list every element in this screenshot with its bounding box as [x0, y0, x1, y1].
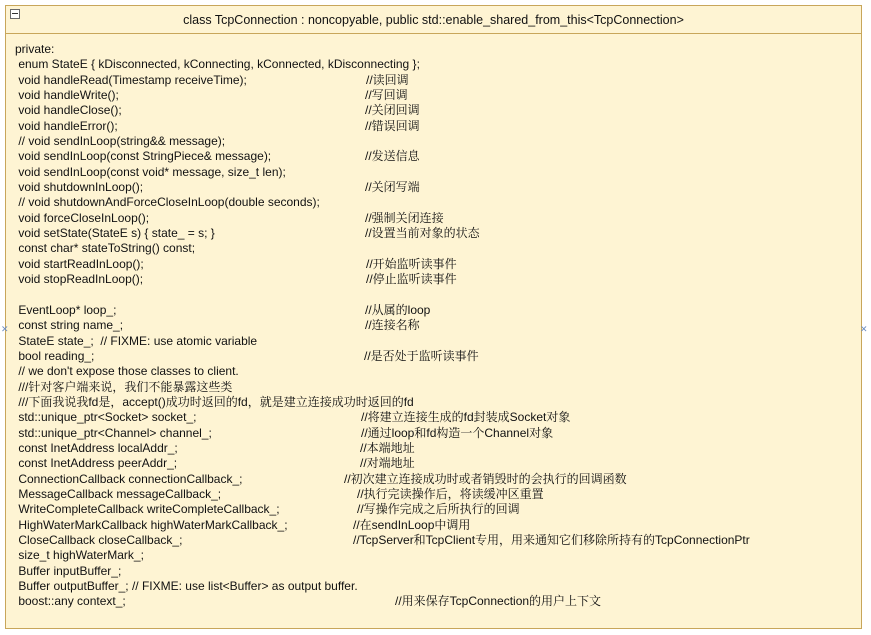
member-code: WriteCompleteCallback writeCompleteCallback_;	[15, 502, 280, 517]
member-code: const InetAddress peerAddr_;	[15, 456, 178, 471]
member-row	[15, 564, 853, 579]
member-row	[15, 42, 853, 57]
member-row	[15, 165, 853, 180]
member-row	[15, 456, 853, 471]
member-comment: //执行完读操作后，将读缓冲区重置	[357, 486, 544, 501]
member-code: private:	[15, 42, 55, 56]
member-code: void shutdownInLoop();	[15, 180, 144, 195]
member-row	[15, 195, 853, 210]
member-code: ///下面我说我fd是，accept()成功时返回的fd，就是建立连接成功时返回的fd	[15, 394, 414, 409]
member-row	[15, 518, 853, 533]
member-comment: //读回调	[366, 72, 409, 87]
left-connector-icon[interactable]: ✕	[1, 325, 9, 335]
member-code: const string name_;	[15, 318, 124, 333]
member-list	[15, 42, 853, 610]
member-code: void stopReadInLoop();	[15, 272, 144, 287]
member-row	[15, 441, 853, 456]
member-comment: //设置当前对象的状态	[365, 226, 480, 241]
member-code: void handleWrite();	[15, 88, 119, 103]
member-comment: //用来保存TcpConnection的用户上下文	[395, 594, 602, 609]
member-row	[15, 395, 853, 410]
member-code: void handleRead(Timestamp receiveTime);	[15, 72, 247, 87]
member-comment: //关闭回调	[365, 103, 420, 118]
member-row	[15, 88, 853, 103]
member-comment: //写回调	[365, 88, 408, 103]
member-row	[15, 119, 853, 134]
member-code: // void sendInLoop(string&& message);	[15, 134, 226, 149]
member-comment: //通过loop和fd构造一个Channel对象	[361, 425, 554, 440]
member-row	[15, 410, 853, 425]
member-code: StateE state_; // FIXME: use atomic variable	[15, 333, 258, 348]
member-row	[15, 579, 853, 594]
member-code: Buffer inputBuffer_;	[15, 563, 122, 578]
member-row	[15, 149, 853, 164]
member-comment: //发送信息	[365, 149, 420, 164]
member-comment: //将建立连接生成的fd封装成Socket对象	[361, 410, 571, 425]
member-row	[15, 57, 853, 72]
class-header	[6, 6, 861, 34]
member-code: void forceCloseInLoop();	[15, 210, 150, 225]
member-code: // we don't expose those classes to client.	[15, 364, 239, 379]
member-code: bool reading_;	[15, 348, 95, 363]
member-code: enum StateE { kDisconnected, kConnecting, kConnected, kDisconnecting };	[15, 57, 420, 72]
member-row	[15, 241, 853, 256]
member-code: Buffer outputBuffer_; // FIXME: use list<Buffer> as output buffer.	[15, 579, 358, 594]
member-code: const char* stateToString() const;	[15, 241, 196, 256]
member-row	[15, 426, 853, 441]
member-code: MessageCallback messageCallback_;	[15, 486, 222, 501]
member-code: HighWaterMarkCallback highWaterMarkCallback_;	[15, 517, 288, 532]
member-comment: //是否处于监听读事件	[364, 348, 479, 363]
member-row	[15, 594, 853, 609]
member-comment: //开始监听读事件	[366, 256, 457, 271]
member-comment: //写操作完成之后所执行的回调	[357, 502, 520, 517]
member-code: EventLoop* loop_;	[15, 302, 117, 317]
member-code: // void shutdownAndForceCloseInLoop(double seconds);	[15, 195, 320, 210]
member-comment: //本端地址	[360, 440, 415, 455]
member-code: CloseCallback closeCallback_;	[15, 533, 183, 547]
member-comment: //在sendInLoop中调用	[353, 517, 471, 532]
member-comment: //对端地址	[360, 456, 415, 471]
member-code: std::unique_ptr<Socket> socket_;	[15, 410, 197, 425]
member-comment: //停止监听读事件	[366, 272, 457, 287]
member-row	[15, 502, 853, 517]
member-code: void sendInLoop(const void* message, size_t len);	[15, 164, 286, 179]
member-code: std::unique_ptr<Channel> channel_;	[15, 425, 212, 440]
member-row	[15, 380, 853, 395]
member-code: void handleError();	[15, 118, 118, 133]
member-comment: //从属的loop	[365, 302, 431, 317]
member-row	[15, 134, 853, 149]
member-code: ///针对客户端来说，我们不能暴露这些类	[15, 379, 233, 394]
member-row	[15, 272, 853, 287]
member-row	[15, 349, 853, 364]
member-row	[15, 211, 853, 226]
member-row	[15, 487, 853, 502]
member-row	[15, 257, 853, 272]
member-row	[15, 303, 853, 318]
right-connector-icon[interactable]: ✕	[860, 325, 868, 335]
member-row	[15, 334, 853, 349]
member-row	[15, 364, 853, 379]
member-code: void setState(StateE s) { state_ = s; }	[15, 226, 215, 241]
member-code: ConnectionCallback connectionCallback_;	[15, 471, 243, 486]
member-code: void startReadInLoop();	[15, 256, 144, 271]
member-row	[15, 73, 853, 88]
member-comment: //TcpServer和TcpClient专用，用来通知它们移除所持有的TcpConnectionPtr	[353, 533, 750, 547]
member-row	[15, 103, 853, 118]
member-comment: //连接名称	[365, 318, 420, 333]
member-comment: //关闭写端	[365, 180, 420, 195]
member-code: const InetAddress localAddr_;	[15, 440, 178, 455]
member-row	[15, 318, 853, 333]
member-row	[15, 288, 853, 303]
member-row	[15, 180, 853, 195]
class-box[interactable]	[5, 5, 862, 629]
member-comment: //错误回调	[365, 118, 420, 133]
member-code: size_t highWaterMark_;	[15, 548, 144, 563]
member-comment: //初次建立连接成功时或者销毁时的会执行的回调函数	[344, 471, 627, 486]
member-code: void handleClose();	[15, 103, 122, 118]
member-row	[15, 226, 853, 241]
member-code: boost::any context_;	[15, 594, 126, 609]
member-row	[15, 533, 853, 548]
member-row	[15, 548, 853, 563]
member-row	[15, 472, 853, 487]
member-code: void sendInLoop(const StringPiece& message);	[15, 149, 272, 164]
member-comment: //强制关闭连接	[365, 210, 444, 225]
class-title: class TcpConnection : noncopyable, public std::enable_shared_from_this<TcpConnection>	[183, 13, 684, 27]
